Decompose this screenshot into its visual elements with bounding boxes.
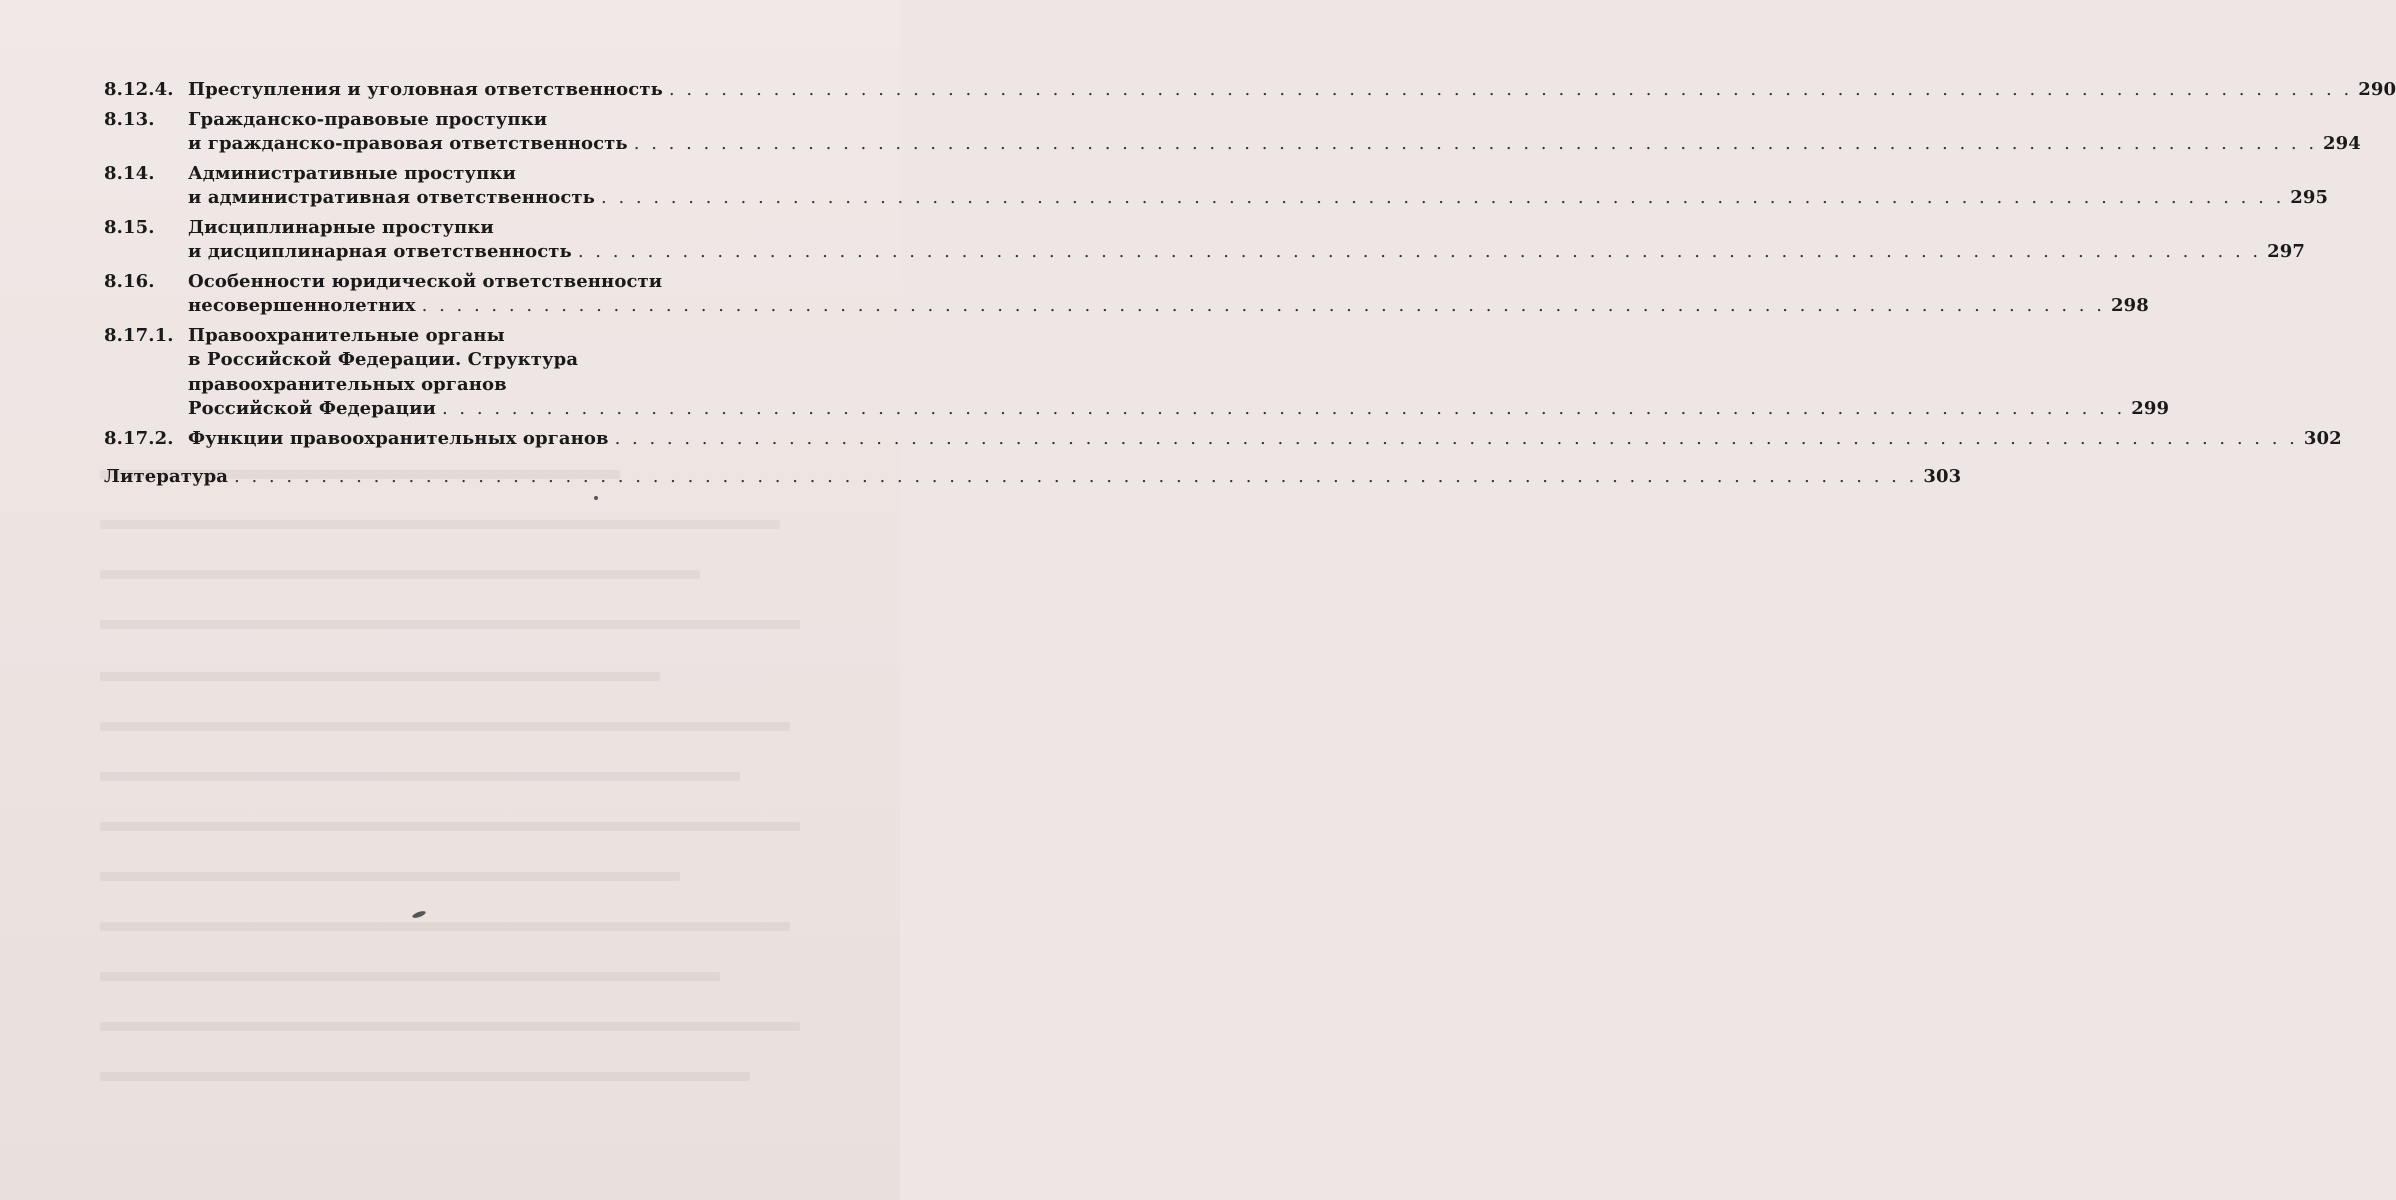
section-number: 8.16. bbox=[104, 270, 155, 292]
section-title: несовершеннолетних bbox=[188, 295, 416, 316]
toc-entry[interactable] bbox=[104, 427, 2342, 452]
section-title: Гражданско-правовые проступки bbox=[188, 108, 548, 130]
bleed-through-line bbox=[100, 1022, 800, 1031]
section-title: правоохранительных органов bbox=[188, 373, 507, 395]
bleed-through-line bbox=[100, 1072, 750, 1081]
section-number: 8.15. bbox=[104, 216, 155, 238]
bleed-through-line bbox=[100, 620, 800, 629]
table-of-contents bbox=[104, 78, 2396, 495]
section-title: и административная ответственность bbox=[188, 187, 595, 208]
dot-leader bbox=[442, 397, 2125, 422]
section-number: 8.13. bbox=[104, 108, 155, 130]
literature-label: Литература bbox=[104, 466, 229, 487]
section-title: и дисциплинарная ответственность bbox=[188, 241, 572, 262]
dot-leader bbox=[422, 294, 2105, 319]
bleed-through-line bbox=[100, 520, 780, 529]
section-title: Особенности юридической ответственности bbox=[188, 270, 663, 292]
dot-leader bbox=[601, 186, 2284, 211]
section-number: 8.17.1. bbox=[104, 324, 174, 346]
page-number: 298 bbox=[2110, 295, 2149, 316]
ink-speck bbox=[412, 910, 427, 919]
bleed-through-line bbox=[100, 822, 800, 831]
section-title: в Российской Федерации. Структура bbox=[188, 349, 579, 370]
bleed-through-line bbox=[100, 972, 720, 981]
page-number: 294 bbox=[2323, 133, 2361, 154]
section-number: 8.12.4. bbox=[104, 79, 174, 100]
ink-speck bbox=[594, 496, 598, 500]
toc-entry[interactable] bbox=[104, 216, 2306, 265]
section-number: 8.17.2. bbox=[104, 427, 174, 449]
page-number: 299 bbox=[2131, 398, 2170, 419]
section-number: 8.14. bbox=[104, 162, 155, 184]
dot-leader bbox=[615, 427, 2298, 452]
dot-leader bbox=[634, 132, 2317, 157]
toc-entry[interactable] bbox=[104, 78, 2396, 103]
dot-leader bbox=[669, 78, 2352, 103]
bleed-through-line bbox=[100, 570, 700, 579]
section-title: и гражданско-правовая ответственность bbox=[188, 133, 628, 154]
toc-entry[interactable] bbox=[104, 162, 2329, 211]
section-title: Функции правоохранительных органов bbox=[188, 427, 609, 449]
bleed-through-line bbox=[100, 872, 680, 881]
dot-leader bbox=[578, 240, 2261, 265]
bleed-through-line bbox=[100, 722, 790, 731]
dot-leader bbox=[234, 465, 1917, 490]
section-title: Российской Федерации bbox=[188, 398, 436, 419]
page-number: 297 bbox=[2267, 241, 2306, 262]
bleed-through-line bbox=[100, 672, 660, 681]
section-title: Административные проступки bbox=[188, 162, 517, 184]
section-title: Правоохранительные органы bbox=[188, 324, 505, 346]
toc-entry-literature[interactable] bbox=[104, 465, 1962, 490]
toc-entry[interactable] bbox=[104, 108, 2361, 157]
page-number: 302 bbox=[2303, 427, 2342, 449]
page-number: 290 bbox=[2358, 79, 2396, 100]
page-number: 303 bbox=[1923, 466, 1962, 487]
page-number: 295 bbox=[2290, 187, 2329, 208]
toc-entry[interactable] bbox=[104, 324, 2170, 422]
bleed-through-line bbox=[100, 772, 740, 781]
toc-entry[interactable] bbox=[104, 270, 2149, 319]
bleed-through-line bbox=[100, 922, 790, 931]
section-title: Дисциплинарные проступки bbox=[188, 216, 494, 238]
section-title: Преступления и уголовная ответственность bbox=[188, 79, 663, 100]
